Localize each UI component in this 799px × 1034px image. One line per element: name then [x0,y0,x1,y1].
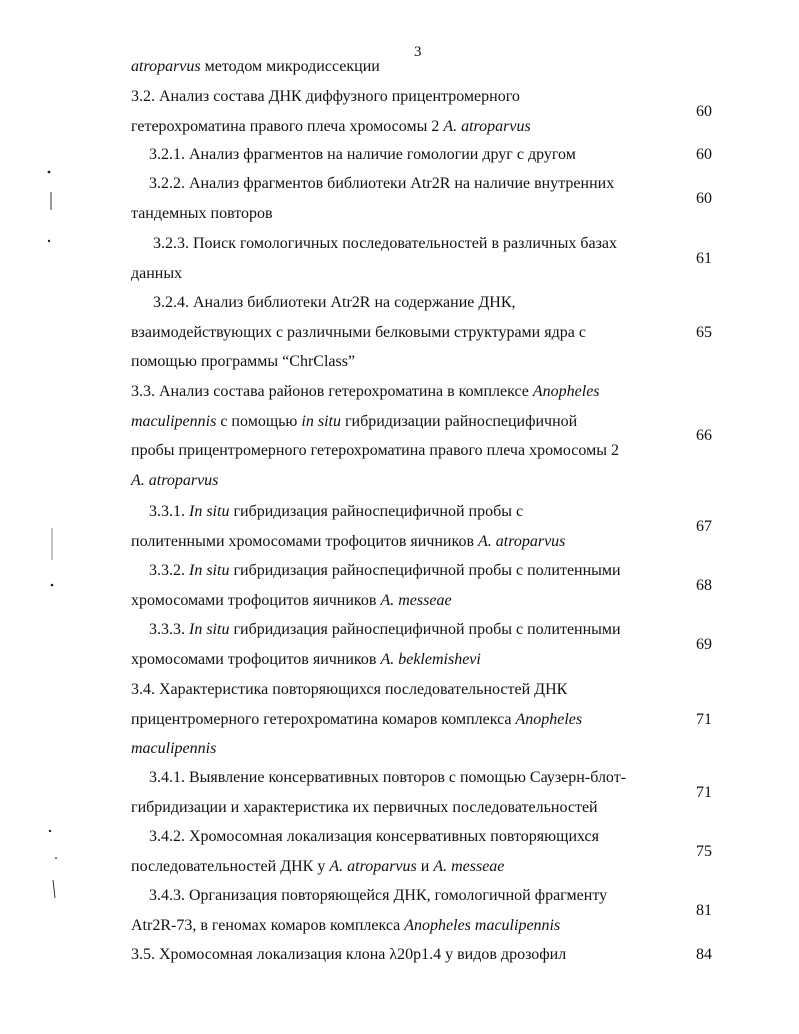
toc-page-number: 65 [696,323,712,341]
toc-entry-line: тандемных повторов [131,204,273,222]
toc-entry-line: гибридизации и характеристика их первичных последовательностей [131,798,598,816]
toc-page-number: 71 [696,710,712,728]
toc-entry-line: 3.5. Хромосомная локализация клона λ20p1.4 у видов дрозофил [131,946,567,963]
toc-entry-line: данных [131,264,183,282]
toc-entry-line: 3.3. Анализ состава районов гетерохроматина в комплексе Anopheles [131,383,600,400]
toc-entry-line: 3.2. Анализ состава ДНК диффузного прицентромерного [131,88,520,105]
toc-entry-line: 3.3.3. In situ гибридизация райноспецифичной пробы с политенными [149,621,621,638]
toc-entry-line: хромосомами трофоцитов яичников A. messeae [131,591,452,609]
toc-page-number: 84 [696,946,712,963]
toc-page-number: 71 [696,783,712,801]
toc-page-number: 67 [696,517,712,535]
toc-page-number: 61 [696,249,712,267]
toc-entry-line: 3.2.1. Анализ фрагментов на наличие гомологии друг с другом [149,146,576,163]
toc-entry-line: взаимодействующих с различными белковыми структурами ядра с [131,323,586,341]
toc-page-number: 69 [696,635,712,653]
toc-entry-line: 3.2.4. Анализ библиотеки Atr2R на содержание ДНК, [153,294,516,311]
toc-entry-line: пробы прицентромерного гетерохроматина правого плеча хромосомы 2 [131,442,619,459]
toc-entry-line: 3.4.1. Выявление консервативных повторов с помощью Саузерн-блот- [149,769,627,786]
toc-page-number: 68 [696,576,712,594]
toc-page-number: 60 [696,146,712,163]
toc-entry-line: прицентромерного гетерохроматина комаров комплекса Anopheles [131,710,583,728]
toc-entry-line: гетерохроматина правого плеча хромосомы 2 A. atroparvus [131,117,531,135]
toc-page-number: 75 [696,842,712,860]
toc-entry-line: 3.3.2. In situ гибридизация райноспецифичной пробы с политенными [149,562,621,579]
toc-entry-line: 3.4.3. Организация повторяющейся ДНК, гомологичной фрагменту [149,887,608,904]
toc-entry-line: A. atroparvus [131,471,219,489]
toc-entry-line: 3.3.1. In situ гибридизация райноспецифичной пробы с [149,503,524,520]
toc-entry-line: хромосомами трофоцитов яичников A. beklemishevi [131,650,481,668]
toc-entry-line: maculipennis с помощью in situ гибридизации райноспецифичной [131,412,578,430]
toc-entry-line: 3.4. Характеристика повторяющихся последовательностей ДНК [131,681,568,698]
toc-entry-line: 3.4.2. Хромосомная локализация консервативных повторяющихся [149,828,599,845]
page-number: 3 [414,44,422,60]
toc-entry-line: Atr2R-73, в геномах комаров комплекса Anopheles maculipennis [131,916,561,934]
toc-page-number: 60 [696,102,712,120]
toc-page-number: 60 [696,189,712,207]
toc-entry-line: последовательностей ДНК у A. atroparvus и A. messeae [131,857,505,875]
toc-page-number: 66 [696,427,712,445]
toc-entry-line: 3.2.3. Поиск гомологичных последовательностей в различных базах [153,235,617,252]
toc-entry-line: помощью программы “ChrClass” [131,353,356,370]
toc-entry-line: maculipennis [131,740,217,757]
toc-entry-line: atroparvus методом микродиссекции [131,58,380,75]
toc-page-number: 81 [696,901,712,919]
toc-entry-line: 3.2.2. Анализ фрагментов библиотеки Atr2R на наличие внутренних [149,175,615,192]
toc-entry-line: политенными хромосомами трофоцитов яичников A. atroparvus [131,532,566,550]
